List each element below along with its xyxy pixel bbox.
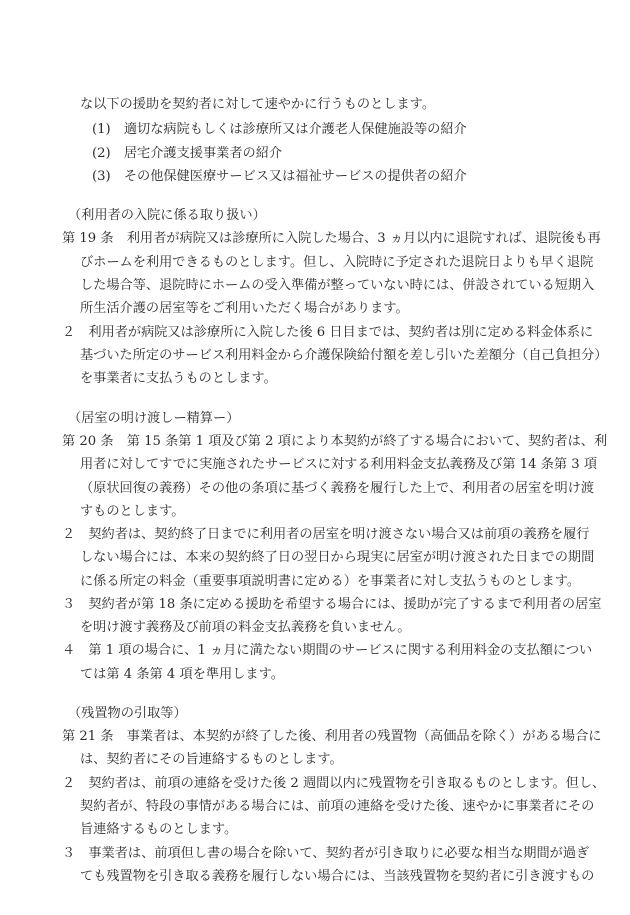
text-line: を事業者に支払うものとします。 [80,371,277,386]
text-line: な以下の援助を契約者に対して速やかに行うものとします。 [80,97,436,112]
paragraph-line: ３ 事業者は、前項但し書の場合を除いて、契約者が引き取りに必要な相当な期間が過ぎ [62,846,590,861]
article-line: 第 21 条 事業者は、本契約が終了した後、利用者の残置物（高価品を除く）がある場合に [62,729,602,744]
text-line: びホームを利用できるものとします。但し、入院時に予定された退院日よりも早く退院 [80,255,594,270]
text-line: 旨連絡するものとします。 [80,822,238,837]
paragraph-line: ２ 利用者が病院又は診療所に入院した後 6 日目までは、契約者は別に定める料金体系に [62,325,594,340]
section-heading: （居室の明け渡しー精算ー） [68,411,240,426]
paragraph-line: ２ 契約者は、前項の連絡を受けた後 2 週間以内に残置物を引き取るものとします。但し、 [62,776,606,791]
section-heading: （残置物の引取等） [68,706,187,721]
text-line: ても残置物を引き取る義務を履行しない場合には、当該残置物を契約者に引き渡すもの [80,869,595,884]
section-heading: （利用者の入院に係る取り扱い） [68,208,266,223]
list-item: (2) 居宅介護支援事業者の紹介 [92,146,283,161]
text-line: すものとします。 [80,504,185,519]
text-line: （原状回復の義務）その他の条項に基づく義務を履行した上で、利用者の居室を明け渡 [80,481,595,496]
text-line: 基づいた所定のサービス利用料金から介護保険給付額を差し引いた差額分（自己負担分） [80,348,608,363]
text-line: ては第 4 条第 4 項を準用します。 [80,667,284,682]
text-line: は、契約者にその旨連絡するものとします。 [80,752,343,767]
text-line: 用者に対してすでに実施されたサービスに対する利用料金支払義務及び第 14 条第 3 項 [80,457,598,472]
text-line: に係る所定の料金（重要事項説明書に定める）を事業者に対し支払うものとします。 [80,574,581,589]
text-line: 契約者が、特段の事情がある場合には、前項の連絡を受けた後、速やかに事業者にその [80,799,595,814]
list-item: (3) その他保健医療サービス又は福祉サービスの提供者の紹介 [92,169,467,184]
list-item: (1) 適切な病院もしくは診療所又は介護老人保健施設等の紹介 [92,122,467,137]
text-line: を明け渡す義務及び前項の料金支払義務を負いません。 [80,620,411,635]
paragraph-line: ２ 契約者は、契約終了日までに利用者の居室を明け渡さない場合又は前項の義務を履行 [62,527,590,542]
article-line: 第 20 条 第 15 条第 1 項及び第 2 項により本契約が終了する場合において、契約者は、利 [62,434,608,449]
paragraph-line: ３ 契約者が第 18 条に定める援助を希望する場合には、援助が完了するまで利用者の居室 [62,597,602,612]
paragraph-line: ４ 第 1 項の場合に、1 ヵ月に満たない期間のサービスに関する利用料金の支払額につい [62,643,593,658]
text-line: しない場合には、本来の契約終了日の翌日から現実に居室が明け渡された日までの期間 [80,550,595,565]
article-line: 第 19 条 利用者が病院又は診療所に入院した場合、3 ヵ月以内に退院すれば、退院後も再 [62,231,601,246]
text-line: 所生活介護の居室等をご利用いただく場合があります。 [80,301,409,316]
text-line: した場合等、退院時にホームの受入準備が整っていない時には、併設されている短期入 [80,278,595,293]
